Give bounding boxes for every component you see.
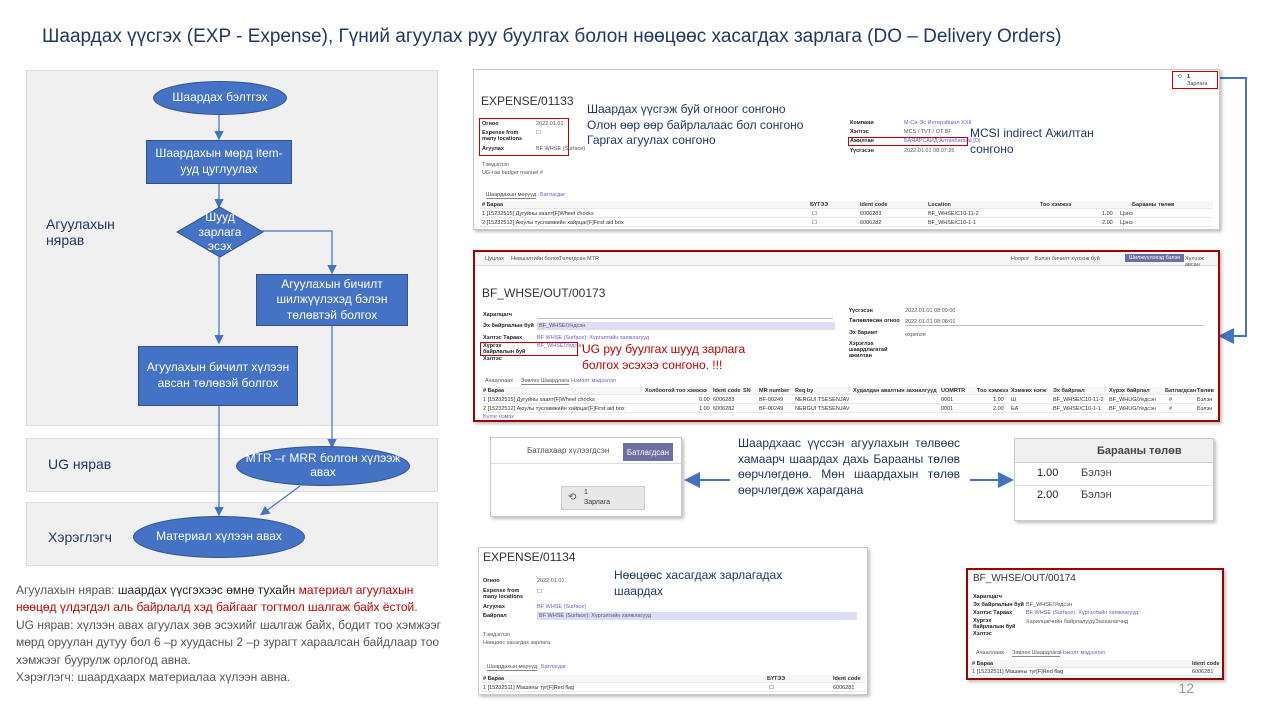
state-qty-2: 2.00 (1037, 489, 1059, 501)
tab-extra[interactable]: Нэмэлт мэдээлэл (1060, 650, 1105, 656)
th-dest: Хүрэх байрлал (1109, 387, 1150, 394)
state-qty-1: 1.00 (1037, 467, 1059, 479)
expense-01133-title: EXPENSE/01133 (481, 94, 574, 108)
cell-dest: BF_WHUG/Уедсэн (1109, 405, 1156, 412)
expense-smart-button[interactable] (1172, 71, 1218, 89)
rfield-label-employee: Хэрэглэх шаардлагатай ажилтан (849, 341, 888, 359)
cell-approved: # (1169, 405, 1173, 412)
cell-qty: 1.00 (1102, 210, 1113, 217)
cell-ident: 6006283 (713, 396, 735, 403)
field-many-checkbox[interactable]: ☐ (536, 130, 541, 136)
rfield-label-origin: Эх баримт (849, 330, 878, 336)
stage-received: Хүлээж авсан (1185, 256, 1204, 268)
lane-label-ug: UG нярав (48, 456, 112, 472)
do2-table-header (970, 660, 1220, 668)
field-many-checkbox[interactable]: ☐ (537, 589, 542, 595)
th-po: Худалдан авалтын захиалгууд (853, 387, 937, 394)
callout-state-change: Шаардхаас үүссэн агуулахын төлвөөс хамаарч шаардах дахь Барааны төлөв өөрчлөгдөнө. Мөн шаардахын төлөв өөрчлөгдөж харагдана (738, 436, 960, 497)
cell-qty: 1.00 (993, 396, 1004, 403)
stage-ready: Шилжүүлэхэд бэлэн (1125, 254, 1184, 262)
field-dept-dist[interactable]: BF WHSE (Surface): Хүргэлтийн хаяжлагууд (1026, 610, 1139, 616)
cell-mr: BF-00249 (759, 405, 784, 412)
smart-count: 1 (1187, 74, 1191, 80)
btn-mtr[interactable]: MTR (587, 256, 599, 262)
btn-unreserve[interactable]: Невшэлтийн болох (511, 256, 560, 262)
flow-collect-items: Шаардахын мөрд item-ууд цуглуулах (146, 140, 292, 184)
table-row[interactable] (481, 684, 865, 692)
field-dest[interactable]: BF_WHSE/Уедсэн (537, 343, 584, 349)
lane-label-user: Хэрэглэгч (48, 529, 112, 545)
cell-ident: 6006283 (860, 210, 882, 217)
desc-label: Тэмдэглэл (483, 632, 511, 638)
exp2-table-header (481, 675, 865, 683)
desc-value: UG-гаа badger manuel # (482, 170, 543, 176)
cell-src: BF_WHSE/C10-1-1 (1053, 405, 1101, 412)
th-src: Эх байрлал (1053, 387, 1085, 394)
delivery-00173-screenshot (473, 250, 1220, 422)
btn-cancel[interactable]: Цуцлах (485, 256, 504, 262)
th-state: Төлөв (1197, 387, 1214, 394)
field-label-date: Огноо (483, 578, 500, 584)
stage-waiting: Бэлэн бичилт хүлээж буй (1035, 256, 1100, 262)
field-label-dept: Хэлтэс (973, 631, 992, 637)
th-ident: Ident code (833, 675, 861, 682)
field-label-src: Эх байрлалын буй (973, 602, 1024, 608)
delivery-smart-button[interactable] (561, 486, 645, 510)
th-ident: Ident code (860, 201, 888, 208)
field-src[interactable]: BF_WHSE/Уедсэн (1026, 602, 1073, 608)
rfield-created: 2022.01.01 08:09:00 (905, 308, 956, 314)
th-product: # Бараа (483, 387, 505, 394)
note-warehouse-text: шаардах үүсгэхээс өмнө тухайн (117, 583, 296, 597)
field-label-dept: Хэлтэс (483, 356, 502, 362)
delivery-00174-title: BF_WHSE/OUT/00174 (973, 573, 1076, 584)
th-qty: Тоо хэмжээ (1040, 201, 1072, 208)
cell-qty: 2.00 (993, 405, 1004, 412)
flow-decision: Шууд зарлага эсэх (198, 210, 242, 254)
stage-pending: Батлахаар хүлээгдсэн (527, 446, 610, 455)
rfield-label-scheduled: Төлөвлөсөн огноо (849, 318, 900, 324)
callout-reserve-expense: Нөөцөөс хасагдаж зарлагадах шаардах (614, 568, 783, 598)
product-state-screenshot (1014, 438, 1214, 521)
note-warehouse-label: Агуулахын нярав: (16, 583, 115, 597)
cell-linked-qty: 0.00 (699, 396, 710, 403)
table-row[interactable] (480, 210, 1213, 218)
state-header: Барааны төлөв (1097, 445, 1182, 457)
state-label-1: Бэлэн (1081, 467, 1112, 479)
rfield-label-employee: Ажилтан (850, 138, 874, 144)
cell-ident: 6006281 (1192, 668, 1214, 675)
th-location: Location (928, 201, 951, 208)
cell-state: Цэнэ (1120, 210, 1133, 217)
cell-product: 2 [15232512] Аюулы тусламжийн хайрцаг[F]First aid box (483, 405, 625, 412)
th-state: Барааны төлөв (1132, 201, 1175, 208)
field-label-date: Огноо (482, 121, 499, 127)
smart-label: Зарлага (1187, 81, 1208, 87)
field-location[interactable]: BF WHSE (Surface): Хүргэлтийн хаяжлагууд (537, 612, 857, 620)
cell-bytee[interactable]: ☐ (769, 684, 774, 691)
field-dest[interactable]: Харилцагчийн байрлалууд/Захиалагчид (1026, 619, 1129, 625)
btn-scheduled[interactable]: Төлөгдсөн (559, 256, 586, 262)
callout-ug-direct: UG руу буулгах шууд зарлага болгох эсэхээ сонгоно. !!! (582, 342, 746, 372)
cell-state: Бэлэн (1197, 405, 1213, 412)
note-warehouse-red: материал агуулахын нөөцөд үлдэгдэл аль байрлалд хэд байгааг тогтмол шалгаж байх ёстой. (16, 583, 418, 615)
slide-title: Шаардах үүсгэх (EXP - Expense), Гүний агуулах руу буулгах болон нөөцөөс хасагдах зарлага (DO – Delivery Orders) (42, 26, 1062, 47)
field-label-partner: Харилцагч (973, 594, 1002, 600)
field-label-many: Expense from many locations (482, 130, 523, 142)
field-label-location: Байрлал (483, 613, 507, 619)
callout-expense-fields: Шаардах үүсгэж буй огноог сонгоно Олон өөр өөр байрлалаас бол сонгоно Гаргах агуулах сонгоно (587, 102, 804, 148)
th-qty: Тоо хэмжээ (977, 387, 1009, 394)
delivery-00174-screenshot (966, 568, 1224, 680)
smart-label: Зарлага (584, 499, 611, 506)
field-label-src: Эх байрлалын буй (483, 323, 534, 329)
note-ug: UG нярав: хүлээн авах агуулах зөв эсэхийг шалгаж байх, бодит тоо хэмжээг мөрд оруулан дутуу бол 6 –р хуудасны 2 –р зурагт хараалсан байдлаар тоо хэмжээг буурулж орлогод авна. (16, 617, 442, 667)
clock-icon: ⟲ (568, 492, 577, 503)
cell-state: Цэнэ (1120, 219, 1133, 226)
cell-uom: 0001 (941, 396, 954, 403)
th-unit: Хэмжих нэгж (1011, 387, 1047, 394)
cell-approved: # (1169, 396, 1173, 403)
tab-lines[interactable]: Шаардахын мөрүүд (487, 664, 538, 670)
cell-reqby: NERGUI TSESENJAV (795, 405, 850, 412)
field-warehouse[interactable]: BF WHSE (Surface) (537, 604, 587, 610)
field-date[interactable]: 2022.01.01 (537, 578, 565, 584)
field-label-warehouse: Агуулах (483, 604, 505, 610)
field-dept-dist[interactable]: BF WHSE (Surface): Хүргэлтийн хаяжлагууд (537, 335, 650, 341)
cell-linked-qty: 1.00 (699, 405, 710, 412)
lane-label-warehouse: Агуулахын нярав (46, 216, 115, 248)
do1-table-header (481, 387, 1212, 395)
field-label-warehouse: Агуулах (482, 146, 504, 152)
rfield-dept[interactable]: MCS / TVT / OT BF (904, 129, 952, 135)
rfield-label-created: Үүсгэсэн (849, 308, 873, 314)
table-row[interactable] (481, 396, 1212, 404)
tab-requests[interactable]: Зөвлөх Шаардлага (521, 378, 570, 384)
flow-receive-material: Материал хүлээн авах (133, 516, 305, 558)
cell-ident: 6006282 (713, 405, 735, 412)
notes (16, 582, 456, 686)
tab-requests[interactable]: Зөвлөх Шаардлага (1012, 650, 1061, 656)
state-label-2: Бэлэн (1081, 489, 1112, 501)
page-number: 12 (1178, 680, 1194, 696)
state-divider (1015, 485, 1213, 486)
th-approved: Батлагдсан (1165, 387, 1197, 394)
table-row[interactable] (481, 405, 1212, 413)
th-sn: SN (743, 387, 751, 394)
field-label-dept-dist: Хэлтэс Тараах (483, 335, 523, 341)
cell-src: BF_WHSE/C10-11-2 (1053, 396, 1104, 403)
cell-ident: 6006282 (860, 219, 882, 226)
rfield-employee[interactable]: БАЯАРСАЙД Алтанбагана [О] (904, 138, 981, 144)
cell-uom: 0001 (941, 405, 954, 412)
cell-product: 1 [15232515] Дугуйны хаалт[F]Wheel chocks (482, 210, 594, 217)
th-uom: UOMRTR (941, 387, 966, 394)
rfield-created: 2022.01.01 08:07:25 (904, 148, 955, 154)
field-date[interactable]: 2022.01.01 (536, 121, 564, 127)
smart-clock-icon: ⟲ (1177, 74, 1182, 80)
th-linked-qty: Холбоотой тоо хэмжээ (645, 387, 707, 394)
stage-draft: Ноорог (1011, 256, 1030, 262)
cell-qty: 2.00 (1102, 219, 1113, 226)
cell-mr: BF-00249 (759, 396, 784, 403)
tab-approval[interactable]: Батлагдаг (541, 664, 567, 670)
field-label-partner: Харилцагч (483, 312, 512, 318)
flow-ready-transfer: Агуулахын бичилт шилжүүлэхэд бэлэн төлөвтэй болгох (256, 274, 408, 326)
cell-state: Бэлэн (1197, 396, 1213, 403)
th-mr: MR number (759, 387, 790, 394)
th-product: # Бараа (482, 201, 504, 208)
cell-location: BF_WHSE/C10-11-2 (928, 210, 979, 217)
field-label-dest: Хүргэх байрлалын буй (483, 343, 526, 355)
desc-label: Тэмдэглэл (482, 162, 510, 168)
flow-mtr-mrr: MTR –г MRR болгон хүлээж авах (236, 446, 410, 486)
note-user: Хэрэглэгч: шаардхаарх материалаа хүлээн авна. (16, 669, 291, 684)
desc-value: Нөөцөөс хасагдах зарлага (483, 640, 551, 646)
smart-count: 1 (584, 489, 588, 496)
tab-approval[interactable]: Батлагдаг (540, 192, 566, 198)
delivery-00173-title: BF_WHSE/OUT/00173 (482, 286, 606, 300)
cell-product: 1 [15232515] Дугуйны хаалт[F]Wheel chocks (483, 396, 595, 403)
th-reqby: Req by (795, 387, 814, 394)
cell-bytee[interactable]: ☐ (812, 219, 817, 226)
cell-location: BF_WHSE/C10-1-1 (928, 219, 976, 226)
cell-product: 1 [15232511] Машины туг[F]Red flag (483, 684, 575, 691)
th-ident: Ident code (1192, 660, 1220, 667)
tab-loading[interactable]: Ачааллаах (485, 378, 513, 384)
table-row[interactable] (970, 668, 1220, 676)
table-row[interactable] (480, 219, 1213, 227)
cell-unit: Ш (1011, 396, 1017, 403)
status-screenshot (490, 437, 682, 517)
exp1-table-header (480, 201, 1213, 209)
field-warehouse[interactable]: BF WHSE (Surface) (536, 146, 586, 152)
cell-unit: EA (1011, 405, 1019, 412)
rfield-origin: expense (905, 332, 926, 338)
tab-extra[interactable]: Нэмэлт мэдээлэл (571, 378, 616, 384)
tab-loading[interactable]: Ачааллаах (976, 650, 1004, 656)
field-label-many: Expense from many locations (483, 588, 524, 600)
expense-01134-title: EXPENSE/01134 (483, 550, 576, 564)
flow-received-state: Агуулахын бичилт хүлээн авсан төлөвэй болгох (138, 346, 298, 406)
th-bytee: БҮТЭЭ (767, 675, 786, 682)
cell-bytee[interactable]: ☐ (812, 210, 817, 217)
cell-product: 1 [15232511] Машины туг[F]Red flag (972, 668, 1064, 675)
rfield-label-company: Компани (850, 120, 874, 126)
rfield-company[interactable]: М-Си-Эс Интерэйшнл ХХК (904, 120, 972, 126)
th-ident: Ident code (713, 387, 741, 394)
rfield-label-dept: Хэлтэс (850, 129, 869, 135)
callout-employee: MCSI indirect Ажилтан сонгоно (970, 126, 1094, 156)
stage-approved: Батлагдсан (623, 443, 673, 461)
th-bytee: БҮТЭЭ (810, 201, 829, 208)
cell-reqby: NERGUI TSESENJAV (795, 396, 850, 403)
cell-ident: 6006281 (833, 684, 855, 691)
field-src[interactable]: BF_WHSE/Ундсэн (537, 322, 835, 330)
th-product: # Бараа (483, 675, 505, 682)
field-label-dept-dist: Хэлтэс Тараах (973, 610, 1013, 616)
rfield-scheduled[interactable]: 2022.01.01 08:08:01 (905, 319, 1203, 326)
tab-lines[interactable]: Шаардахын мөрүүд (486, 192, 537, 198)
cell-dest: BF_WHUG/Уедсэн (1109, 396, 1156, 403)
rfield-label-created: Үүсгэсэн (850, 148, 874, 154)
cell-product: 2 [15232512] Аюулы тусламжийн хайрцаг[F]First aid box (482, 219, 624, 226)
add-line-link[interactable]: Бүлэг нэмэх (483, 414, 515, 420)
th-product: # Бараа (972, 660, 994, 667)
field-partner[interactable] (537, 318, 833, 319)
flow-start: Шаардах бэлтгэх (153, 81, 287, 115)
field-label-dest: Хүргэх байрлалын буй (973, 618, 1016, 630)
